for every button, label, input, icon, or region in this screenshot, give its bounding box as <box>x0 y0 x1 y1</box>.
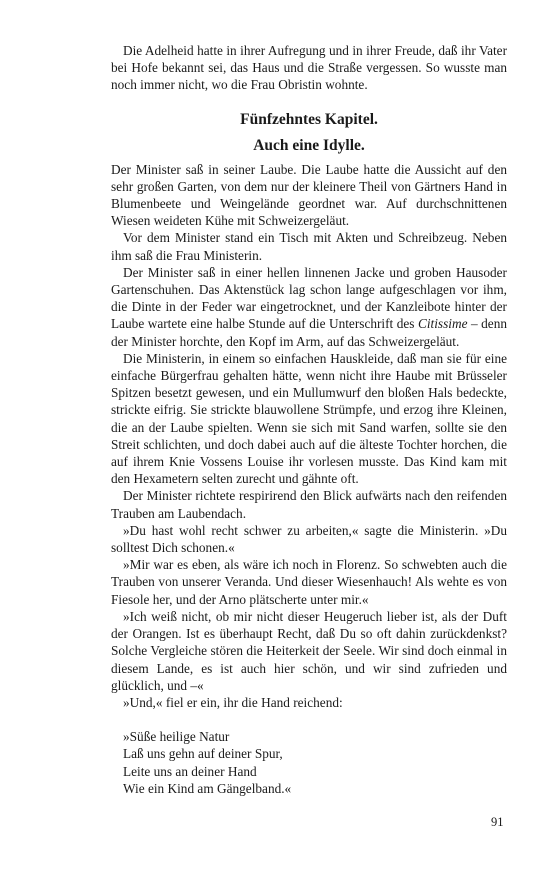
verse-line: »Süße heilige Natur <box>123 729 230 745</box>
verse-line: Laß uns gehn auf deiner Spur, <box>123 746 283 762</box>
verse-line: Leite uns an deiner Hand <box>123 763 257 779</box>
paragraph-intro: Die Adelheid hatte in ihrer Aufregung und in ihrer Freude, daß ihr Vater bei Hofe bekannt sei, das Haus und die Straße vergessen. So wusste man noch immer nicht, wo die Frau Obristin wohnte. <box>111 43 507 93</box>
chapter-title: Fünfzehntes Kapitel. <box>240 110 378 128</box>
paragraph-4: Die Ministerin, in einem so einfachen Hauskleide, daß man sie für eine einfache Bürgerfrau gehalten hätte, wenn nicht ihre Haube mit Brüsseler Spitzen besetzt gewesen, und ein Mullumwurf den bloßen Hals bedeckte, strickte eifrig. Sie strickte blauwollene Strümpfe, und erzog ihre Kleinen, die an der Laube spielten. Wenn sie sich mit Sand warfen, sollte sie den Streit schlichten, und doch dabei auch auf die älteste Tochter horchen, die auf ihrem Knie Vossens Louise ihr vorlesen musste. Das Kind kam mit den Hexametern selten zurecht und gähnte oft. <box>111 350 507 487</box>
paragraph-8: »Ich weiß nicht, ob mir nicht dieser Heugeruch lieber ist, als der Duft der Orangen. Ist es überhaupt Recht, daß Du so oft dahin zurückdenkst? Solche Vergleiche stören die Heiterkeit der Seele. Wir sind doch einmal in diesem Lande, es ist auch hier schön, und wir sind zufrieden und glücklich, und –« <box>111 608 507 693</box>
paragraph-5: Der Minister richtete respirirend den Blick aufwärts nach den reifenden Trauben am Laubendach. <box>111 488 507 521</box>
paragraph-9: »Und,« fiel er ein, ihr die Hand reichend: <box>123 694 343 710</box>
paragraph-1: Der Minister saß in seiner Laube. Die Laube hatte die Aussicht auf den sehr großen Garten, von dem nur der kleinere Theil von Gärtners Hand in Blumenbeete und Weingelände geordnet war. Auf durchschnittenen Wiesen weideten Kühe mit Schweizergeläut. <box>111 161 507 229</box>
page-text-block <box>111 42 507 797</box>
paragraph-2: Vor dem Minister stand ein Tisch mit Akten und Schreibzeug. Neben ihm saß die Frau Ministerin. <box>111 230 507 263</box>
page-number: 91 <box>491 815 504 829</box>
paragraph-3-italic: Citissime <box>417 316 468 332</box>
paragraph-6: »Du hast wohl recht schwer zu arbeiten,« sagte die Ministerin. »Du solltest Dich schonen.« <box>111 522 507 556</box>
paragraph-3-text-b: – denn der Minister horchte, den Kopf im Arm, auf das Schweizergeläut. <box>111 316 507 349</box>
paragraph-3 <box>111 264 507 350</box>
chapter-subtitle: Auch eine Idylle. <box>253 136 365 154</box>
verse-block <box>123 728 507 797</box>
paragraph-7: »Mir war es eben, als wäre ich noch in Florenz. So schwebten auch die Trauben von unserer Veranda. Und dieser Wiesenhauch! Als wehte es von Fiesole her, und der Arno plätscherte unter mir.« <box>111 557 507 607</box>
paragraph-3-text-a: Der Minister saß in einer hellen linnenen Jacke und groben Hausoder Gartenschuhen. Das Aktenstück lag schon lange aufgeschlagen vor ihm, die Dinte in der Feder war eingetrocknet, und der Kanzleibote hinter der Laube wartete eine halbe Stunde auf die Unterschrift des <box>111 264 507 332</box>
verse-line: Wie ein Kind am Gängelband.« <box>123 780 292 796</box>
